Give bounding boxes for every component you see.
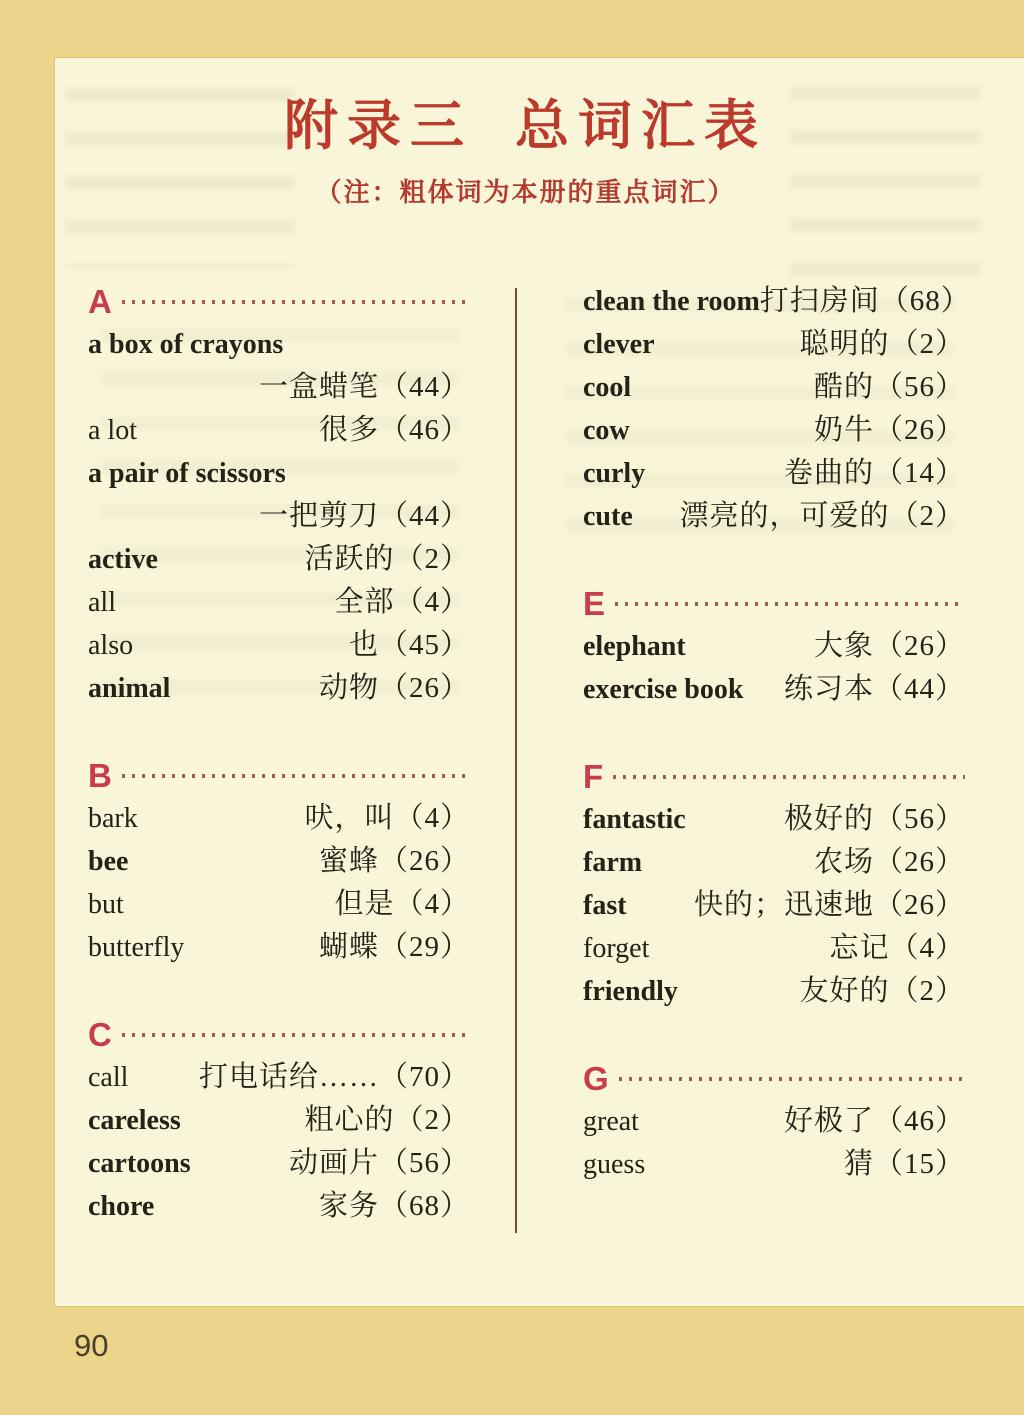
title-part-appendix: 附录三 [284,96,473,156]
vocab-word: call [88,1062,129,1093]
vocab-entry [88,1142,470,1185]
vocab-word: bark [88,803,138,834]
dotted-leader-line [122,300,470,304]
vocab-entry [88,840,470,883]
section-letter: F [583,758,604,795]
dotted-leader-line [122,1033,470,1037]
dotted-leader-line [122,774,470,778]
vocab-word: cool [583,372,632,403]
vocab-entry [583,323,965,366]
vocab-meaning: 好极了（46） [783,1105,965,1137]
vocab-entry [88,883,470,926]
section-letter: B [88,757,112,794]
vocab-word: a pair of scissors [88,458,286,489]
vocab-word: butterfly [88,932,185,963]
vocab-entry [88,581,470,624]
page-header [88,96,963,209]
vocab-word: also [88,630,134,661]
section-header [583,582,965,625]
section-header [88,280,470,323]
vocab-word: elephant [583,631,686,662]
vocab-entry [88,667,470,710]
vocab-entry [583,1100,965,1143]
vocab-word: cartoons [88,1148,191,1179]
dotted-leader-line [619,1077,965,1081]
vocab-meaning: 猜（15） [843,1148,965,1180]
vocab-entry [88,1185,470,1228]
vocab-entry [583,884,965,927]
vocab-meaning: 吠，叫（4） [304,802,470,834]
vocab-entry [88,1056,470,1099]
vocab-meaning: 奶牛（26） [813,414,965,446]
vocab-word: careless [88,1105,181,1136]
vocab-word: curly [583,458,646,489]
vocab-entry [88,624,470,667]
vocab-word: fast [583,890,627,921]
vocab-meaning: 友好的（2） [799,975,965,1007]
page-number: 90 [74,1328,109,1363]
vocab-meaning: 酷的（56） [813,371,965,403]
vocab-word: great [583,1106,639,1137]
section-header [88,754,470,797]
section-header [583,1057,965,1100]
vocab-meaning: 但是（4） [334,888,470,920]
vocab-entry-translation [88,366,470,409]
vocab-entry [583,841,965,884]
vocab-word: clever [583,329,655,360]
page-title [88,96,963,156]
vocab-section-B [88,754,470,969]
vocab-entry [583,280,971,323]
vocab-section-F [583,755,965,1013]
vocab-word: guess [583,1149,646,1180]
vocab-entry [583,625,965,668]
vocab-entry [583,927,965,970]
vocab-word: but [88,889,124,920]
vocab-meaning: 漂亮的，可爱的（2） [679,500,965,532]
column-divider [515,288,517,1233]
vocab-meaning: 快的；迅速地（26） [693,889,965,921]
vocab-word: active [88,544,158,575]
vocab-entry [88,926,470,969]
vocab-entry [583,366,965,409]
vocab-meaning: 很多（46） [318,414,470,446]
vocab-word: clean the room [583,286,760,317]
vocab-entry [88,409,470,452]
vocab-word: cow [583,415,630,446]
vocab-meaning: 蜜蜂（26） [318,845,470,877]
section-header [583,755,965,798]
vocab-entry [583,970,965,1013]
vocab-meaning: 活跃的（2） [304,543,470,575]
vocab-meaning: 动物（26） [318,672,470,704]
vocab-word: farm [583,847,643,878]
vocab-entry [583,409,965,452]
vocab-section-C [88,1013,470,1228]
vocab-section [583,280,971,538]
vocab-entry [88,797,470,840]
vocab-meaning: 练习本（44） [783,673,965,705]
vocab-word: all [88,587,116,618]
vocab-word: bee [88,846,129,877]
vocab-section-A [88,280,470,710]
section-letter: E [583,585,606,622]
vocab-entry [88,538,470,581]
vocab-section-E [583,582,965,711]
vocab-word: cute [583,501,633,532]
bold-word-note: （注：粗体词为本册的重点词汇） [315,178,736,207]
dotted-leader-line [615,602,965,606]
vocab-meaning: 大象（26） [813,630,965,662]
vocab-meaning: 家务（68） [318,1190,470,1222]
vocab-word: a box of crayons [88,329,284,360]
vocab-meaning: 打电话给……（70） [198,1061,470,1093]
vocab-meaning: 卷曲的（14） [783,457,965,489]
vocab-meaning: 农场（26） [813,846,965,878]
vocab-entry-translation [88,495,470,538]
vocab-entry [583,1143,965,1186]
vocab-entry [583,452,965,495]
vocab-meaning: 粗心的（2） [304,1104,470,1136]
section-letter: G [583,1060,609,1097]
vocab-entry [583,495,965,538]
vocab-entry [583,798,965,841]
vocab-meaning: 全部（4） [334,586,470,618]
vocab-word: forget [583,933,650,964]
vocab-entry [88,1099,470,1142]
vocab-meaning: 极好的（56） [783,803,965,835]
vocab-meaning: 聪明的（2） [799,328,965,360]
vocab-word: a lot [88,415,137,446]
vocab-meaning: 动画片（56） [288,1147,470,1179]
vocab-word: fantastic [583,804,686,835]
dotted-leader-line [613,775,965,779]
vocab-meaning: 也（45） [348,629,470,661]
vocab-entry [88,323,470,366]
vocab-word: friendly [583,976,678,1007]
section-letter: A [88,283,112,320]
vocab-meaning: 一把剪刀（44） [258,500,470,532]
vocab-meaning: 蝴蝶（29） [318,931,470,963]
section-letter: C [88,1016,112,1053]
vocab-word: animal [88,673,171,704]
right-column [583,280,971,1186]
left-column [88,280,470,1228]
vocab-meaning: 一盒蜡笔（44） [258,371,470,403]
vocab-word: exercise book [583,674,744,705]
vocab-section-G [583,1057,965,1186]
title-part-vocabulary: 总词汇表 [515,96,767,156]
vocab-word: chore [88,1191,155,1222]
section-header [88,1013,470,1056]
vocab-meaning: 打扫房间（68） [759,285,971,317]
vocab-entry [583,668,965,711]
vocab-meaning: 忘记（4） [829,932,965,964]
vocab-entry [88,452,470,495]
